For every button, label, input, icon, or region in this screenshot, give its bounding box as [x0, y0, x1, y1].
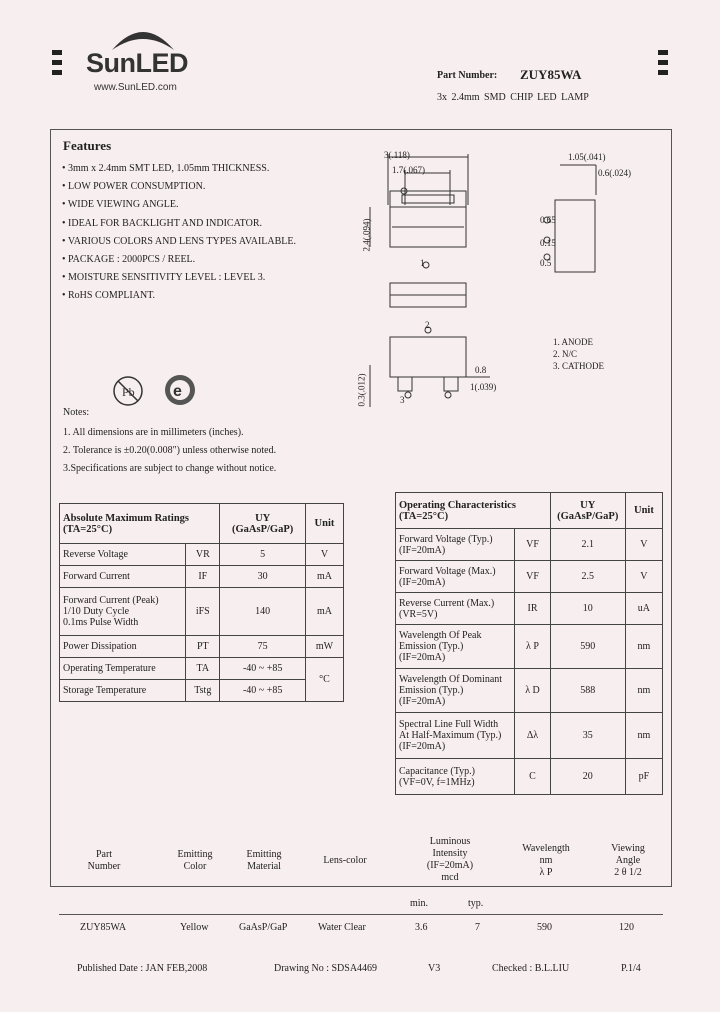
table-row: Forward Voltage (Typ.) (IF=20mA) VF 2.1 V: [396, 529, 663, 561]
dim-label: 0.5: [540, 258, 552, 268]
corner-mark: [658, 50, 668, 55]
row-typ: 7: [475, 922, 480, 933]
col-wavelength: Wavelength nm λ P: [522, 843, 570, 878]
table-row: Reverse Voltage VR 5 V: [60, 544, 344, 566]
dim-label: 0.65: [540, 215, 556, 225]
dim-label: 1(.039): [470, 382, 497, 392]
corner-mark: [52, 50, 62, 55]
part-number: ZUY85WA: [520, 67, 582, 82]
table-row: Wavelength Of Dominant Emission (Typ.) (IF=20mA) λ D 588 nm: [396, 669, 663, 713]
pin-legend: 1. ANODE 2. N/C 3. CATHODE: [553, 337, 604, 371]
note-item: 2. Tolerance is ±0.20(0.008") unless otherwise noted.: [63, 445, 277, 456]
feature-item: • VARIOUS COLORS AND LENS TYPES AVAILABLE.: [62, 235, 297, 247]
corner-mark: [658, 70, 668, 75]
feature-item: • 3mm x 2.4mm SMT LED, 1.05mm THICKNESS.: [62, 163, 270, 174]
svg-text:e: e: [173, 383, 182, 400]
part-number-label: Part Number:: [437, 70, 498, 81]
page-number: P.1/4: [621, 963, 641, 974]
svg-text:Pb: Pb: [122, 385, 135, 399]
row-min: 3.6: [415, 922, 428, 933]
row-material: GaAsP/GaP: [239, 922, 288, 933]
table-row: Forward Current (Peak) 1/10 Duty Cycle 0.1ms Pulse Width iFS 140 mA: [60, 588, 344, 636]
feature-item: • MOISTURE SENSITIVITY LEVEL : LEVEL 3.: [62, 272, 266, 284]
feature-item: • PACKAGE : 2000PCS / REEL.: [62, 254, 196, 266]
pin-mark: 1: [420, 258, 425, 268]
table-row: Operating Temperature TA -40 ~ +85 °C: [60, 658, 344, 680]
dim-label: 1.05(.041): [568, 152, 606, 162]
table-row: Reverse Current (Max.) (VR=5V) IR 10 uA: [396, 593, 663, 625]
feature-item: • RoHS COMPLIANT.: [62, 290, 156, 302]
table-row: Spectral Line Full Width At Half-Maximum (Typ.) (IF=20mA) Δλ 35 nm: [396, 713, 663, 759]
logo-text: SunLED: [86, 48, 188, 78]
features-title: Features: [63, 138, 112, 153]
col-emitting-color: Emitting Color: [177, 849, 213, 872]
dim-label: 0.15: [540, 238, 556, 248]
dim-label: 1.7(.067): [392, 165, 425, 175]
row-color: Yellow: [180, 922, 209, 933]
package-drawing: [360, 145, 660, 420]
feature-item: • WIDE VIEWING ANGLE.: [62, 199, 179, 211]
published-date: Published Date : JAN FEB,2008: [77, 963, 208, 974]
drawing-number: Drawing No : SDSA4469: [274, 963, 378, 974]
pb-free-icon: [111, 374, 145, 408]
table-row: Forward Voltage (Max.) (IF=20mA) VF 2.5 V: [396, 561, 663, 593]
table-row: Capacitance (Typ.) (VF=0V, f=1MHz) C 20 pF: [396, 759, 663, 795]
dim-label: 0.3(.012): [356, 373, 367, 407]
notes-list: [63, 424, 276, 478]
features-list: [62, 160, 296, 306]
table-row: Storage Temperature Tstg -40 ~ +85: [60, 680, 344, 702]
dim-label: 0.8: [475, 365, 487, 375]
corner-mark: [52, 60, 62, 65]
version: V3: [428, 963, 441, 974]
rohs-e-icon: [162, 372, 198, 408]
row-part: ZUY85WA: [80, 922, 127, 933]
dim-label: 2.4(.094): [361, 218, 372, 252]
pin-mark: 3: [400, 395, 405, 405]
col-luminous-intensity: Luminous Intensity (IF=20mA) mcd: [426, 836, 474, 883]
col-typ: typ.: [468, 898, 484, 909]
note-item: 3.Specifications are subject to change without notice.: [63, 463, 277, 474]
table-row: Power Dissipation PT 75 mW: [60, 636, 344, 658]
col-emitting-material: Emitting Material: [246, 849, 282, 872]
pin-mark: 2: [425, 320, 430, 330]
corner-mark: [52, 70, 62, 75]
note-item: 1. All dimensions are in millimeters (inches).: [63, 427, 244, 438]
col-viewing-angle: Viewing Angle 2 θ 1/2: [611, 843, 645, 878]
dim-label: 3(.118): [384, 150, 410, 160]
checked-by: Checked : B.L.LIU: [492, 963, 570, 974]
table-row: Forward Current IF 30 mA: [60, 566, 344, 588]
col-min: min.: [410, 898, 429, 909]
feature-item: • IDEAL FOR BACKLIGHT AND INDICATOR.: [62, 217, 262, 229]
subtitle: 3x 2.4mm SMD CHIP LED LAMP: [437, 92, 589, 103]
row-lens: Water Clear: [318, 922, 366, 933]
corner-mark: [658, 60, 668, 65]
divider: [59, 914, 663, 915]
logo-url: www.SunLED.com: [94, 82, 177, 93]
table-row: Wavelength Of Peak Emission (Typ.) (IF=20mA) λ P 590 nm: [396, 625, 663, 669]
col-part-number: Part Number: [87, 849, 121, 872]
op-char-table: Operating Characteristics (TA=25°C) UY (GaAsP/GaP) Unit Forward Voltage (Typ.) (IF=20mA) VF 2.1 V Forward Voltage (Max.) (IF=20mA) VF 2.5 V Reverse Current (Max.) (VR=5V) IR 10 uA Wavelength Of Peak Emission (Typ.) (IF=20mA) λ P 590 nm Wavelength Of Dominant Emission (Typ.) (IF=20mA) λ D 588 nm Spectral Line Full Width At Half-Maximum (Typ.) (IF=20mA) Δλ 35 nm Capacitance (Typ.) (VF=0V, f=1MHz) C 20 pF: [395, 492, 663, 795]
notes-title: Notes:: [63, 407, 90, 418]
abs-max-table: Absolute Maximum Ratings (TA=25°C) UY (GaAsP/GaP) Unit Reverse Voltage VR 5 V Forward Current IF 30 mA Forward Current (Peak) 1/10 Duty Cycle 0.1ms Pulse Width iFS 140 mA Power Dissipation PT 75 mW Operating Temperature TA -40 ~ +85 °C Storage Temperature Tstg -40 ~ +85: [59, 503, 344, 702]
row-wavelength: 590: [537, 922, 552, 933]
dim-label: 0.6(.024): [598, 168, 631, 178]
col-lens-color: Lens-color: [323, 855, 367, 866]
feature-item: • LOW POWER CONSUMPTION.: [62, 181, 206, 193]
row-angle: 120: [619, 922, 634, 933]
